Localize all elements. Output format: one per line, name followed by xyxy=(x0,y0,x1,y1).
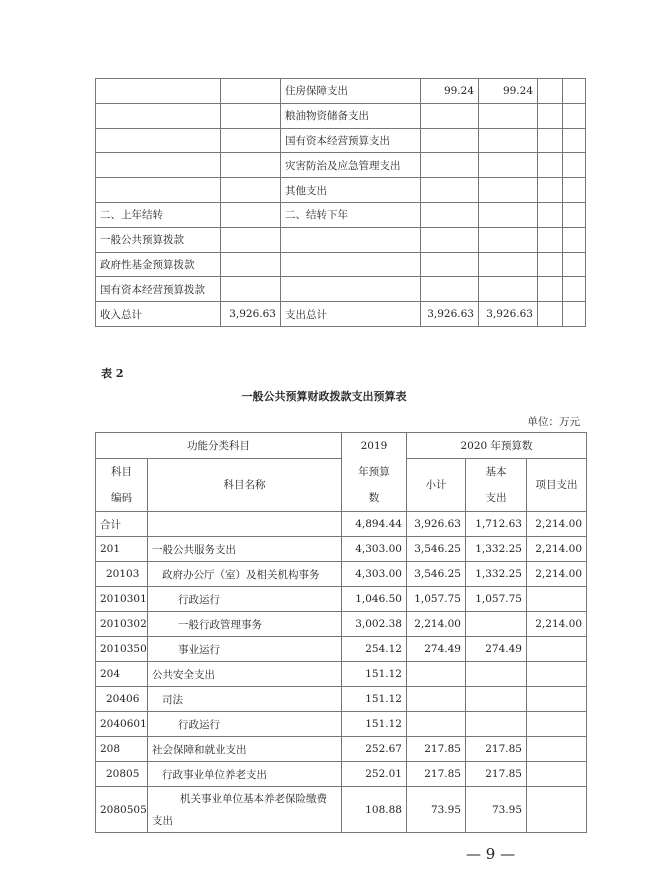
table-row xyxy=(96,687,587,712)
table-cell: 支出总计 xyxy=(281,302,421,327)
code-cell: 2010301 xyxy=(96,587,148,612)
subtotal-cell: 217.85 xyxy=(407,762,466,787)
table-cell xyxy=(538,79,563,104)
header-subtotal: 小计 xyxy=(407,459,466,512)
budget-2019-cell: 151.12 xyxy=(342,712,407,737)
table-cell xyxy=(563,277,586,302)
budget-2019-cell: 4,894.44 xyxy=(342,512,407,537)
code-cell: 201 xyxy=(96,537,148,562)
subtotal-cell: 3,546.25 xyxy=(407,537,466,562)
subtotal-cell: 217.85 xyxy=(407,737,466,762)
table-cell xyxy=(563,302,586,327)
budget-2019-cell: 151.12 xyxy=(342,662,407,687)
table-cell xyxy=(563,252,586,277)
table-row xyxy=(96,277,586,302)
table-cell: 住房保障支出 xyxy=(281,79,421,104)
code-cell: 2010350 xyxy=(96,637,148,662)
subtotal-cell: 2,214.00 xyxy=(407,612,466,637)
table-cell: 二、结转下年 xyxy=(281,202,421,227)
table-cell xyxy=(421,227,479,252)
table-cell xyxy=(421,103,479,128)
header-functional-class: 功能分类科目 xyxy=(96,433,342,459)
subtotal-cell: 1,057.75 xyxy=(407,587,466,612)
table-cell xyxy=(96,79,221,104)
table-cell xyxy=(563,79,586,104)
general-budget-expenditure-table xyxy=(95,432,587,833)
table-row xyxy=(96,662,587,687)
table-cell: 粮油物资储备支出 xyxy=(281,103,421,128)
project-cell: 2,214.00 xyxy=(527,612,587,637)
project-cell: 2,214.00 xyxy=(527,562,587,587)
table-cell: 灾害防治及应急管理支出 xyxy=(281,153,421,178)
header-budget-2019: 2019 年预算数 xyxy=(342,433,407,512)
table-cell: 收入总计 xyxy=(96,302,221,327)
table-cell xyxy=(281,227,421,252)
basic-cell: 1,712.63 xyxy=(466,512,527,537)
budget-2019-cell: 108.88 xyxy=(342,787,407,833)
budget-2019-cell: 252.01 xyxy=(342,762,407,787)
table-cell xyxy=(538,128,563,153)
table-cell xyxy=(479,178,538,203)
table-cell: 其他支出 xyxy=(281,178,421,203)
income-expenditure-table-continued xyxy=(95,78,586,327)
table-cell: 国有资本经营预算拨款 xyxy=(96,277,221,302)
code-cell: 20103 xyxy=(96,562,148,587)
table-cell: 政府性基金预算拨款 xyxy=(96,252,221,277)
table-row xyxy=(96,252,586,277)
basic-cell: 1,332.25 xyxy=(466,562,527,587)
table-cell xyxy=(563,153,586,178)
table-cell xyxy=(421,252,479,277)
header-basic: 基本支出 xyxy=(466,459,527,512)
table-cell: 3,926.63 xyxy=(221,302,281,327)
header-project: 项目支出 xyxy=(527,459,587,512)
table-cell xyxy=(538,252,563,277)
header-name: 科目名称 xyxy=(148,459,342,512)
basic-cell xyxy=(466,687,527,712)
budget-2019-cell: 4,303.00 xyxy=(342,562,407,587)
table-cell xyxy=(563,128,586,153)
table-row xyxy=(96,512,587,537)
table-row xyxy=(96,79,586,104)
table-cell xyxy=(221,178,281,203)
basic-cell: 217.85 xyxy=(466,762,527,787)
table-cell xyxy=(221,103,281,128)
table-row xyxy=(96,637,587,662)
table-cell xyxy=(538,302,563,327)
table-cell xyxy=(221,79,281,104)
name-cell: 一般行政管理事务 xyxy=(148,612,342,637)
name-cell: 事业运行 xyxy=(148,637,342,662)
table-cell xyxy=(479,227,538,252)
name-cell: 一般公共服务支出 xyxy=(148,537,342,562)
table-cell xyxy=(479,202,538,227)
code-cell: 204 xyxy=(96,662,148,687)
table-row xyxy=(96,787,587,833)
subtotal-cell: 274.49 xyxy=(407,637,466,662)
table-cell: 3,926.63 xyxy=(479,302,538,327)
table-cell: 99.24 xyxy=(421,79,479,104)
project-cell xyxy=(527,737,587,762)
project-cell xyxy=(527,587,587,612)
table-cell xyxy=(563,202,586,227)
project-cell xyxy=(527,662,587,687)
unit-label: 单位：万元 xyxy=(527,416,580,428)
table-row xyxy=(96,128,586,153)
table-cell xyxy=(96,153,221,178)
code-cell: 合计 xyxy=(96,512,148,537)
code-cell: 2040601 xyxy=(96,712,148,737)
table-row xyxy=(96,178,586,203)
table-cell: 3,926.63 xyxy=(421,302,479,327)
table-row xyxy=(96,562,587,587)
table-cell xyxy=(96,103,221,128)
table-cell xyxy=(221,277,281,302)
table-cell xyxy=(563,227,586,252)
table-cell xyxy=(281,277,421,302)
subtotal-cell xyxy=(407,712,466,737)
table-cell xyxy=(421,277,479,302)
table-cell xyxy=(538,227,563,252)
budget-2019-cell: 4,303.00 xyxy=(342,537,407,562)
table-cell xyxy=(538,202,563,227)
name-cell: 司法 xyxy=(148,687,342,712)
table-cell xyxy=(421,128,479,153)
table-row xyxy=(96,302,586,327)
table-row xyxy=(96,612,587,637)
table-row xyxy=(96,737,587,762)
project-cell xyxy=(527,712,587,737)
name-cell xyxy=(148,512,342,537)
code-cell: 20805 xyxy=(96,762,148,787)
table-cell xyxy=(538,277,563,302)
table-row xyxy=(96,153,586,178)
table-row xyxy=(96,762,587,787)
project-cell xyxy=(527,762,587,787)
basic-cell xyxy=(466,712,527,737)
table-cell xyxy=(479,277,538,302)
name-cell: 行政运行 xyxy=(148,712,342,737)
subtotal-cell xyxy=(407,662,466,687)
subtotal-cell: 73.95 xyxy=(407,787,466,833)
table-cell xyxy=(538,153,563,178)
budget-2019-cell: 3,002.38 xyxy=(342,612,407,637)
budget-2019-cell: 151.12 xyxy=(342,687,407,712)
project-cell: 2,214.00 xyxy=(527,512,587,537)
name-cell: 政府办公厅（室）及相关机构事务 xyxy=(148,562,342,587)
table-cell xyxy=(221,202,281,227)
table-row xyxy=(96,587,587,612)
table-cell xyxy=(221,252,281,277)
subtotal-cell: 3,926.63 xyxy=(407,512,466,537)
basic-cell: 274.49 xyxy=(466,637,527,662)
basic-cell: 1,057.75 xyxy=(466,587,527,612)
name-cell: 公共安全支出 xyxy=(148,662,342,687)
subtotal-cell xyxy=(407,687,466,712)
table-cell: 国有资本经营预算支出 xyxy=(281,128,421,153)
table-row xyxy=(96,103,586,128)
basic-cell: 217.85 xyxy=(466,737,527,762)
project-cell: 2,214.00 xyxy=(527,537,587,562)
code-cell: 208 xyxy=(96,737,148,762)
table-row xyxy=(96,227,586,252)
table-row xyxy=(96,537,587,562)
table-cell xyxy=(421,202,479,227)
table-cell xyxy=(421,178,479,203)
table-number: 表 2 xyxy=(101,367,124,380)
basic-cell: 1,332.25 xyxy=(466,537,527,562)
table-cell xyxy=(96,128,221,153)
name-cell: 机关事业单位基本养老保险缴费支出 xyxy=(148,787,342,833)
project-cell xyxy=(527,687,587,712)
table-cell xyxy=(96,178,221,203)
table-cell xyxy=(538,103,563,128)
code-cell: 20406 xyxy=(96,687,148,712)
table-cell: 一般公共预算拨款 xyxy=(96,227,221,252)
subtotal-cell: 3,546.25 xyxy=(407,562,466,587)
table-cell: 二、上年结转 xyxy=(96,202,221,227)
table-title: 一般公共预算财政拨款支出预算表 xyxy=(241,390,407,403)
page-number: — 9 — xyxy=(466,845,516,863)
basic-cell: 73.95 xyxy=(466,787,527,833)
table-cell xyxy=(479,153,538,178)
basic-cell xyxy=(466,612,527,637)
name-cell: 社会保障和就业支出 xyxy=(148,737,342,762)
budget-2019-cell: 252.67 xyxy=(342,737,407,762)
table-cell xyxy=(479,128,538,153)
header-code: 科目编码 xyxy=(96,459,148,512)
code-cell: 2080505 xyxy=(96,787,148,833)
table-cell xyxy=(221,128,281,153)
table-cell xyxy=(538,178,563,203)
table-cell xyxy=(479,252,538,277)
table-cell: 99.24 xyxy=(479,79,538,104)
budget-2019-cell: 1,046.50 xyxy=(342,587,407,612)
project-cell xyxy=(527,787,587,833)
table-cell xyxy=(479,103,538,128)
table-cell xyxy=(563,178,586,203)
budget-2019-cell: 254.12 xyxy=(342,637,407,662)
header-budget-2020: 2020 年预算数 xyxy=(407,433,587,459)
name-cell: 行政事业单位养老支出 xyxy=(148,762,342,787)
table-cell xyxy=(221,153,281,178)
code-cell: 2010302 xyxy=(96,612,148,637)
basic-cell xyxy=(466,662,527,687)
table-cell xyxy=(563,103,586,128)
table-cell xyxy=(421,153,479,178)
project-cell xyxy=(527,637,587,662)
name-cell: 行政运行 xyxy=(148,587,342,612)
table-cell xyxy=(281,252,421,277)
table-row xyxy=(96,712,587,737)
table-cell xyxy=(221,227,281,252)
table-row xyxy=(96,202,586,227)
